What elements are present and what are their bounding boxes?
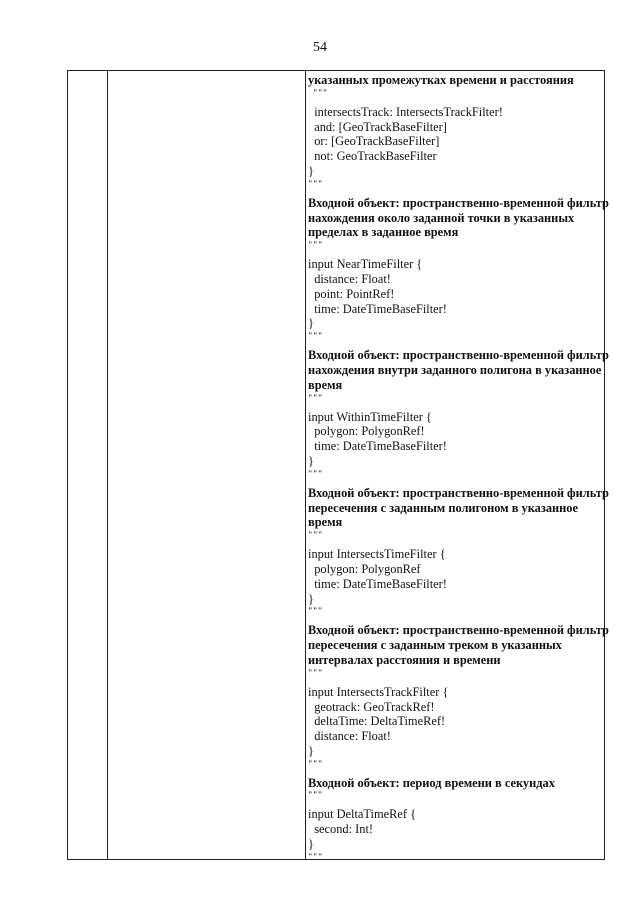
code-line: second: Int! [308, 822, 374, 837]
code-line: intersectsTrack: IntersectsTrackFilter! [308, 104, 503, 119]
code-line: polygon: PolygonRef! [308, 424, 425, 439]
description-line: Входной объект: пространственно-временной фильтр [308, 485, 609, 500]
code-line: } [308, 837, 314, 852]
blank-line [308, 677, 606, 685]
blank-line [308, 249, 606, 257]
code-line: and: [GeoTrackBaseFilter] [308, 119, 447, 134]
blank-line [308, 478, 606, 486]
docstring-delimiter: """ [308, 87, 328, 97]
blank-line [308, 97, 606, 105]
code-line: point: PointRef! [308, 286, 395, 301]
description-line: пределах в заданное время [308, 225, 459, 240]
blank-line [308, 188, 606, 196]
docstring-delimiter: """ [308, 240, 323, 250]
docstring-delimiter: """ [308, 790, 323, 800]
docstring-delimiter: """ [308, 606, 323, 616]
table-column-name [108, 71, 306, 859]
table-column-content [308, 73, 609, 861]
docstring-delimiter: """ [308, 468, 323, 478]
docstring-delimiter: """ [308, 758, 323, 768]
docstring-delimiter: """ [308, 530, 323, 540]
code-line: distance: Float! [308, 729, 391, 744]
blank-line [308, 340, 606, 348]
docstring-delimiter: """ [308, 851, 323, 861]
code-line: input DeltaTimeRef { [308, 807, 417, 822]
blank-line [308, 799, 606, 807]
code-line: time: DateTimeBaseFilter! [308, 301, 447, 316]
docstring-delimiter: """ [308, 178, 323, 188]
code-line: } [308, 316, 314, 331]
code-line: not: GeoTrackBaseFilter [308, 149, 437, 164]
description-line: Входной объект: пространственно-временной фильтр [308, 195, 609, 210]
blank-line [308, 768, 606, 776]
description-line: Входной объект: пространственно-временной фильтр [308, 348, 609, 363]
code-line: polygon: PolygonRef [308, 561, 421, 576]
code-line: input NearTimeFilter { [308, 257, 423, 272]
code-line: } [308, 453, 314, 468]
blank-line [308, 615, 606, 623]
code-line: } [308, 591, 314, 606]
document-table [67, 70, 609, 861]
description-line: интервалах расстояния и времени [308, 652, 501, 667]
code-line: input IntersectsTimeFilter { [308, 547, 446, 562]
description-line: нахождения около заданной точки в указанных [308, 210, 575, 225]
description-line: нахождения внутри заданного полигона в указанное [308, 362, 602, 377]
description-line: Входной объект: пространственно-временной фильтр [308, 623, 609, 638]
docstring-delimiter: """ [308, 392, 323, 402]
description-line: Входной объект: период времени в секундах [308, 775, 555, 790]
code-line: } [308, 163, 314, 178]
description-line: время [308, 515, 343, 530]
code-line: time: DateTimeBaseFilter! [308, 439, 447, 454]
table-column-number [68, 71, 108, 859]
code-line: input WithinTimeFilter { [308, 409, 432, 424]
docstring-delimiter: """ [308, 667, 323, 677]
code-line: } [308, 743, 314, 758]
docstring-delimiter: """ [308, 331, 323, 341]
description-line: время [308, 377, 343, 392]
page-number: 54 [313, 40, 327, 55]
code-line: time: DateTimeBaseFilter! [308, 576, 447, 591]
description-line: пересечения с заданным треком в указанных [308, 638, 562, 653]
description-line: указанных промежутках времени и расстояния [308, 73, 574, 87]
blank-line [308, 539, 606, 547]
code-line: distance: Float! [308, 271, 391, 286]
code-line: or: [GeoTrackBaseFilter] [308, 134, 440, 149]
code-line: deltaTime: DeltaTimeRef! [308, 714, 446, 729]
description-line: пересечения с заданным полигоном в указанное [308, 500, 579, 515]
code-line: input IntersectsTrackFilter { [308, 684, 449, 699]
code-line: geotrack: GeoTrackRef! [308, 699, 435, 714]
blank-line [308, 402, 606, 410]
